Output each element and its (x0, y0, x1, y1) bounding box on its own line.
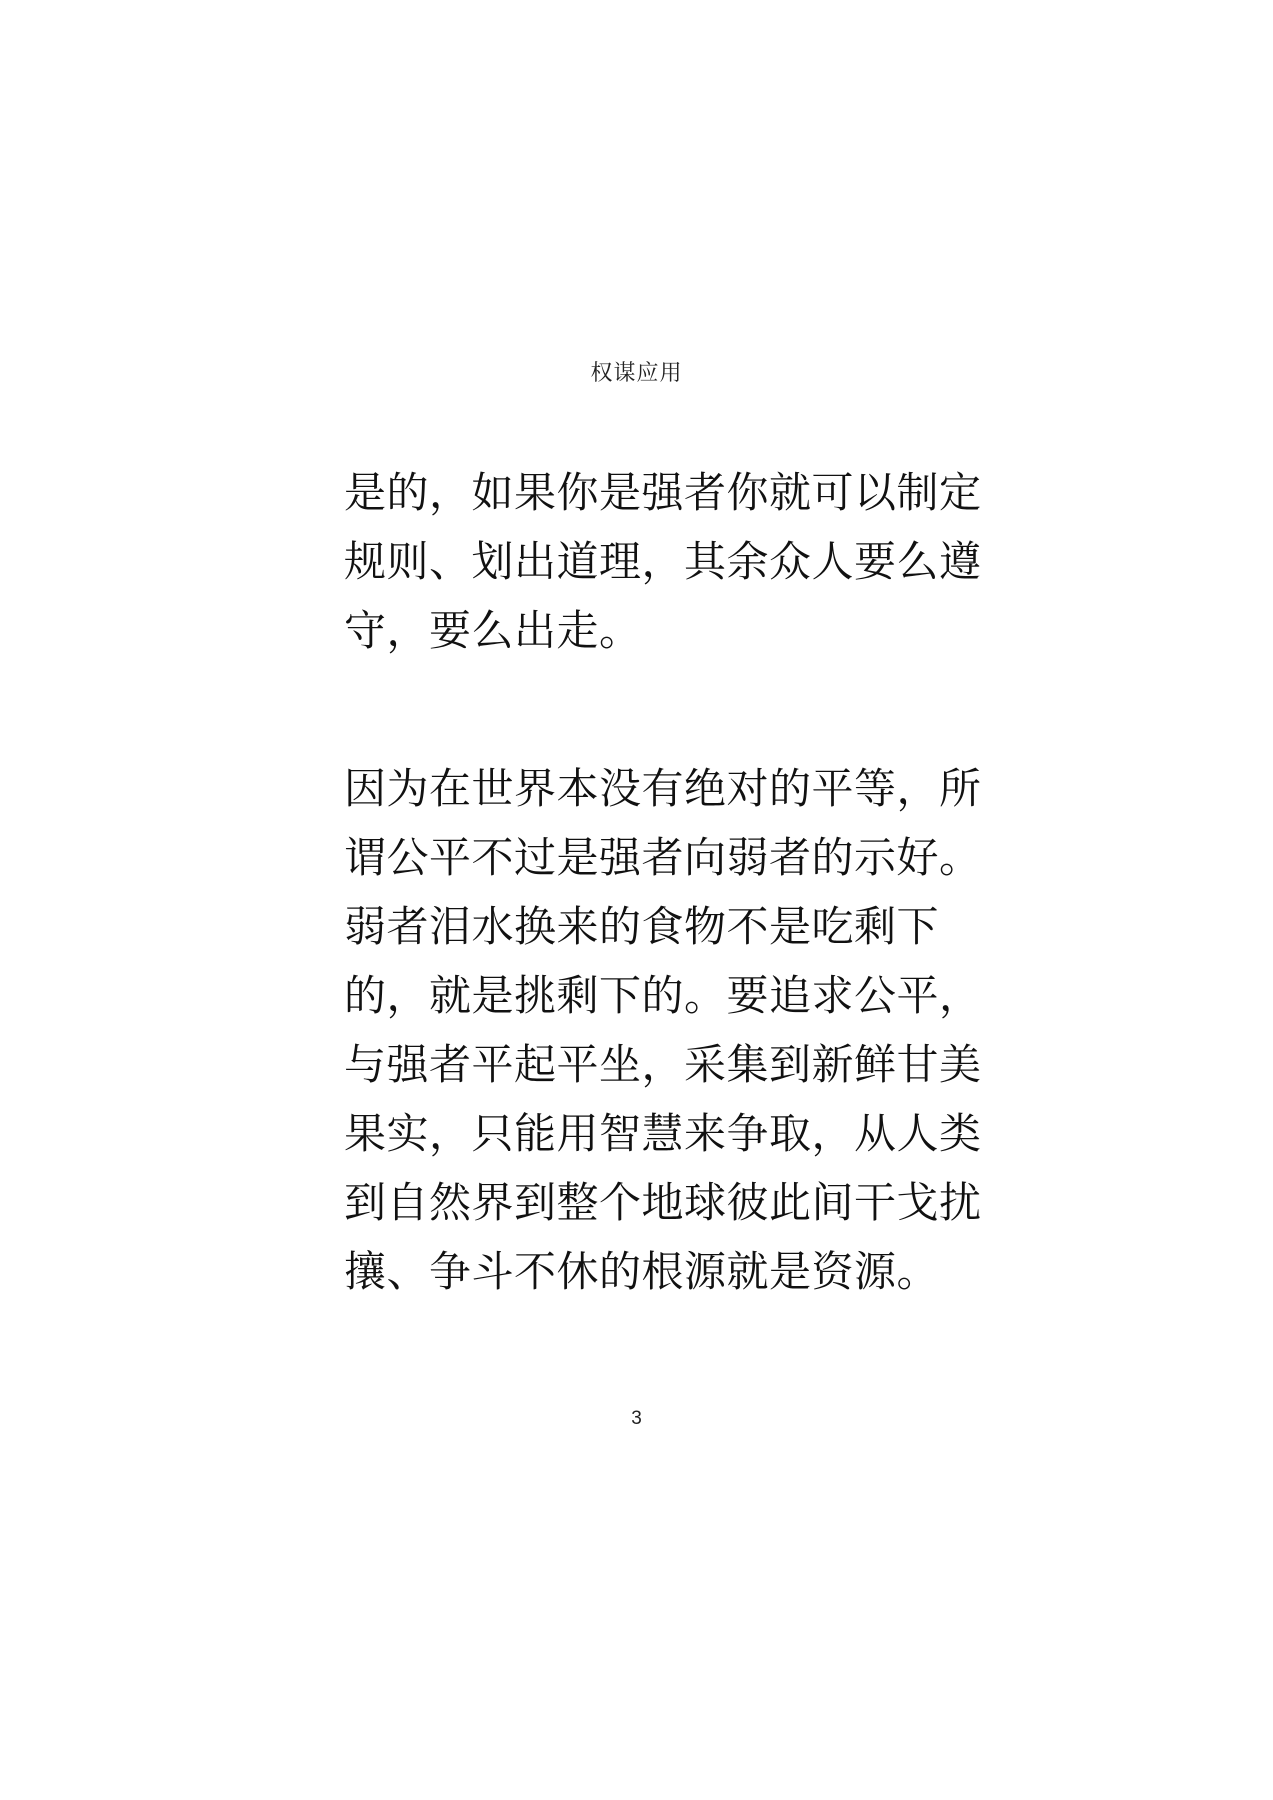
paragraph-2 (344, 754, 982, 1306)
body-text (344, 458, 982, 1306)
text-line: 因为在世界本没有绝对的平等，所 (344, 764, 982, 813)
text-line: 果实，只能用智慧来争取，从人类 (344, 1109, 982, 1158)
text-line: 守，要么出走。 (344, 606, 642, 655)
paragraph-1 (344, 458, 982, 665)
text-line: 弱者泪水换来的食物不是吃剩下 (344, 902, 940, 951)
text-line: 的，就是挑剩下的。要追求公平， (344, 971, 982, 1020)
text-line: 与强者平起平坐，采集到新鲜甘美 (344, 1040, 982, 1089)
text-line: 是的，如果你是强者你就可以制定 (344, 468, 982, 517)
running-title: 权谋应用 (590, 361, 683, 386)
paragraph-spacer (344, 665, 940, 754)
text-line: 到自然界到整个地球彼此间干戈扰 (344, 1178, 982, 1227)
text-line: 谓公平不过是强者向弱者的示好。 (344, 833, 982, 882)
text-line: 攘、争斗不休的根源就是资源。 (344, 1247, 940, 1296)
page-number: 3 (631, 1408, 642, 1429)
text-line: 规则、划出道理，其余众人要么遵 (344, 537, 982, 586)
